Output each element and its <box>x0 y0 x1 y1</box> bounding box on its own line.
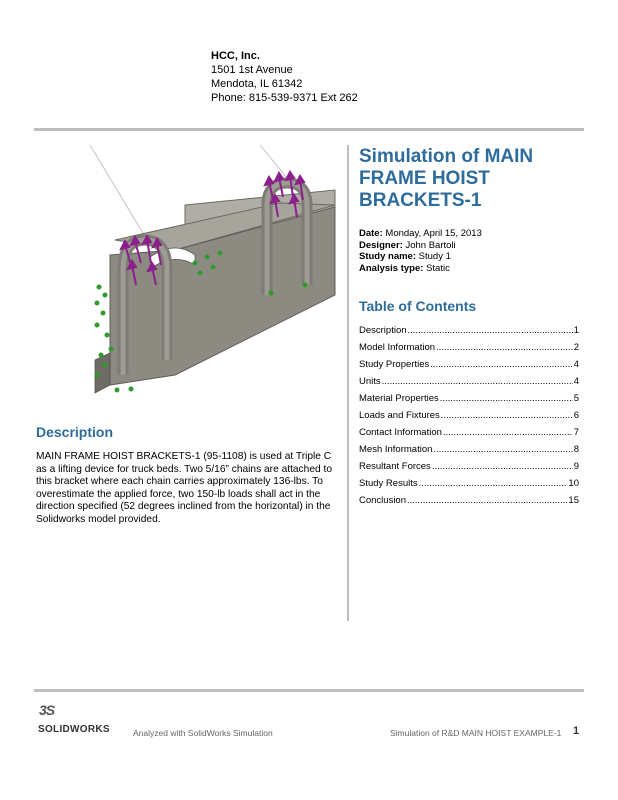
toc-item-conclusion[interactable]: Conclusion ..... 15 <box>359 495 579 512</box>
solidworks-wordmark: SOLIDWORKS <box>38 724 110 735</box>
toc-item-study-properties[interactable]: Study Properties ..... 4 <box>359 359 579 376</box>
report-meta <box>359 228 482 274</box>
toc-item-description[interactable]: Description ..... 1 <box>359 325 579 342</box>
toc-item-mesh-information[interactable]: Mesh Information ..... 8 <box>359 444 579 461</box>
company-city: Mendota, IL 61342 <box>211 78 303 90</box>
company-name: HCC, Inc. <box>211 50 260 62</box>
meta-study-name: Study name: Study 1 <box>359 251 451 262</box>
description-heading: Description <box>36 424 114 440</box>
toc-item-contact-information[interactable]: Contact Information ..... 7 <box>359 427 579 444</box>
toc-item-material-properties[interactable]: Material Properties ..... 5 <box>359 393 579 410</box>
column-divider <box>347 145 349 621</box>
toc-item-loads-and-fixtures[interactable]: Loads and Fixtures ..... 6 <box>359 410 579 427</box>
toc-item-resultant-forces[interactable]: Resultant Forces ..... 9 <box>359 461 579 478</box>
model-image <box>35 145 347 398</box>
company-phone: Phone: 815-539-9371 Ext 262 <box>211 92 358 104</box>
top-divider <box>34 128 584 131</box>
meta-analysis-type: Analysis type: Static <box>359 262 450 274</box>
table-of-contents <box>359 325 579 512</box>
company-street: 1501 1st Avenue <box>211 64 293 76</box>
ds-logo-icon: 3S <box>39 702 55 718</box>
solidworks-logo <box>35 702 120 742</box>
toc-item-study-results[interactable]: Study Results ..... 10 <box>359 478 579 495</box>
report-title: Simulation of MAIN FRAME HOIST BRACKETS-1 <box>359 146 534 211</box>
meta-date: Date: Monday, April 15, 2013 <box>359 228 482 239</box>
footer-document-name: Simulation of R&D MAIN HOIST EXAMPLE-1 <box>390 728 562 738</box>
description-text: MAIN FRAME HOIST BRACKETS-1 (95-1108) is used at Triple C as a lifting device for truck beds. Two 5/16” chains are attached to this bracket where each chain carries approximately 136-lbs. To overestimate the applied force, two 150-lb loads shall act in the direction specified (52 degrees inclined from the horizontal) in the Solidworks model provided. <box>36 451 332 525</box>
toc-item-units[interactable]: Units ..... 4 <box>359 376 579 393</box>
toc-heading: Table of Contents <box>359 298 477 314</box>
bracket-model-illustration <box>35 145 347 398</box>
toc-item-model-information[interactable]: Model Information ..... 2 <box>359 342 579 359</box>
footer-analyzed-with: Analyzed with SolidWorks Simulation <box>133 728 273 738</box>
page-number: 1 <box>573 725 580 737</box>
company-address <box>211 49 358 105</box>
footer-divider <box>34 689 584 692</box>
meta-designer: Designer: John Bartoli <box>359 239 456 251</box>
